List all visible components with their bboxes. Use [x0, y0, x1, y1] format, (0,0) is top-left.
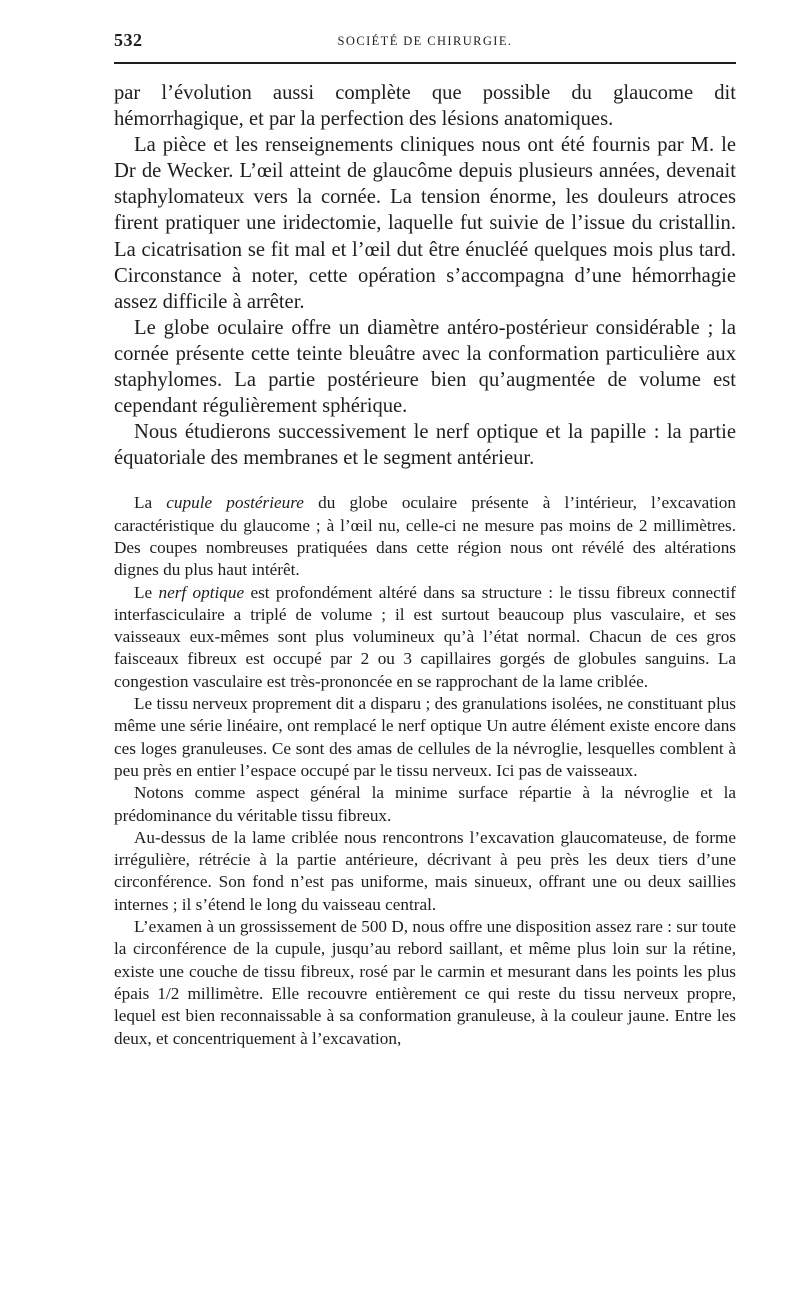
text-run: est profondément altéré dans sa structure : le tissu fibreux connectif interfasciculaire a triplé de volume ; il est surtout beaucoup plus vasculaire, et ses vaisseaux eux-mêmes sont plus volumineux qu’à l’état normal. Chacun de ces gros faisceaux fibreux est occupé par 2 ou 3 capillaires gorgés de globules sanguins. La congestion vasculaire est très-prononcée en se rapprochant de la lame criblée.	[114, 582, 736, 691]
text-run: La	[134, 493, 167, 513]
paragraph-clinical-history: La pièce et les renseignements cliniques nous ont été fournis par M. le Dr de Wecker. L’œil atteint de glaucôme depuis plusieurs années, devenait staphylomateux vers la cornée. La tension énorme, les douleurs atroces firent pratiquer une iridectomie, laquelle fut suivie de l’issue du cristallin. La cicatrisation se fit mal et l’œil dut être énucléé quelques mois plus tard. Circonstance à noter, cette opération s’accompagna d’une hémorrhagie assez difficile à arrêter.	[114, 134, 736, 313]
page-number: 532	[114, 30, 143, 50]
paragraph-general-aspect: Notons comme aspect général la minime surface répartie à la névroglie et la prédominance du véritable tissu fibreux.	[114, 783, 736, 825]
paragraph-continuation: par l’évolution aussi complète que possible du glaucome dit hémorrhagique, et par la perfection des lésions anatomiques.	[114, 82, 736, 131]
paragraph-optic-nerve	[114, 582, 736, 693]
italic-term: nerf optique	[158, 582, 245, 602]
running-head	[114, 0, 736, 60]
header-rule	[114, 62, 736, 64]
paragraph-excavation: Au-dessus de la lame criblée nous rencontrons l’excavation glaucomateuse, de forme irrégulière, rétrécie à la partie antérieure, décrivant à peu près les deux tiers d’une circonférence. Son fond n’est pas uniforme, mais sinueux, offrant une ou deux saillies internes ; il s’étend le long du vaisseau central.	[114, 827, 736, 914]
text-run: du globe oculaire présente à l’intérieur, l’excavation caractéristique du glaucome ; à l’œil nu, celle-ci ne mesure pas moins de 2 millimètres. Des coupes nombreuses pratiquées dans cette région nous ont révélé des altérations dignes du plus haut intérêt.	[114, 493, 736, 580]
paragraph-globe-description: Le globe oculaire offre un diamètre antéro-postérieur considérable ; la cornée présente cette teinte bleuâtre avec la conformation particulière aux staphylomes. La partie postérieure bien qu’augmentée de volume est cependant régulièrement sphérique.	[114, 316, 736, 418]
book-page	[114, 0, 736, 1048]
paragraph-posterior-cup	[114, 492, 736, 581]
section-gap	[114, 471, 736, 492]
paragraph-study-plan: Nous étudierons successivement le nerf optique et la papille : la partie équatoriale des membranes et le segment antérieur.	[114, 421, 736, 470]
italic-term: cupule postérieure	[166, 493, 304, 513]
text-run: Le	[134, 582, 159, 602]
body-text	[114, 80, 736, 1050]
journal-title: SOCIÉTÉ DE CHIRURGIE.	[337, 34, 513, 48]
paragraph-magnification: L’examen à un grossissement de 500 D, nous offre une disposition assez rare : sur toute la circonférence de la cupule, jusqu’au rebord saillant, et même plus loin sur la rétine, existe une couche de tissu fibreux, rosé par le carmin et mesurant dans les points les plus épais 1/2 millimètre. Elle recouvre entièrement ce qui reste du tissu nerveux propre, lequel est bien reconnaissable à sa conformation granuleuse, à la couleur jaune. Entre les deux, et concentriquement à l’excavation,	[114, 917, 736, 1048]
paragraph-nervous-tissue: Le tissu nerveux proprement dit a disparu ; des granulations isolées, ne constituant plus même une série linéaire, ont remplacé le nerf optique Un autre élément existe encore dans ces loges granuleuses. Ce sont des amas de cellules de la névroglie, lesquelles comblent à peu près en entier l’espace occupé par le tissu nerveux. Ici pas de vaisseaux.	[114, 694, 736, 780]
